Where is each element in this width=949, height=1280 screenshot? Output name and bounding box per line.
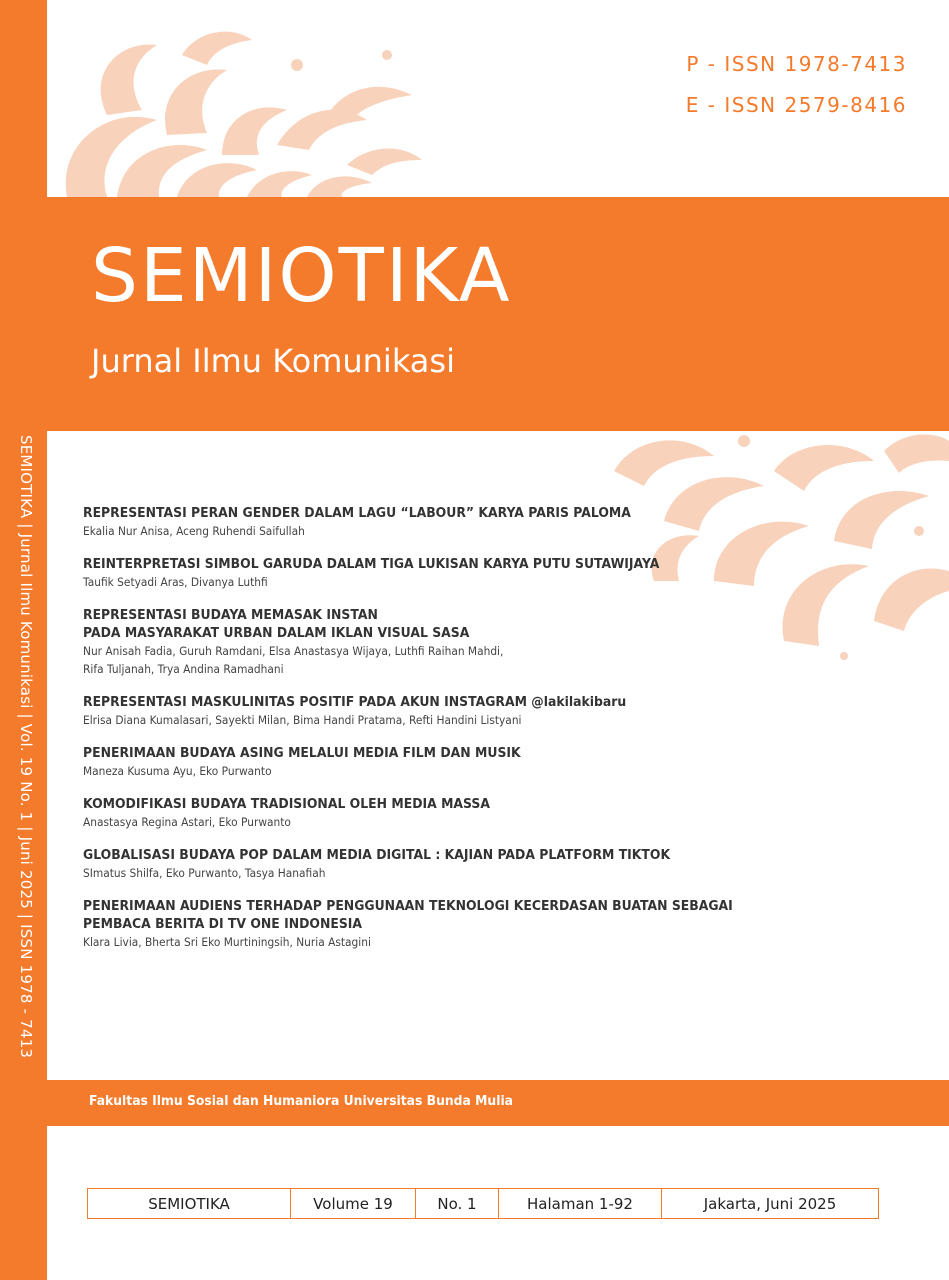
- ornament-dot: [382, 50, 392, 60]
- article-title: REPRESENTASI BUDAYA MEMASAK INSTAN: [83, 607, 378, 623]
- info-journal-cell: SEMIOTIKA: [88, 1189, 291, 1218]
- table-of-contents: [83, 504, 863, 966]
- article-entry[interactable]: [83, 897, 863, 951]
- article-entry[interactable]: [83, 555, 863, 591]
- ornament-leaf: [222, 107, 287, 155]
- article-title: PENERIMAAN AUDIENS TERHADAP PENGGUNAAN TEKNOLOGI KECERDASAN BUATAN SEBAGAI: [83, 898, 733, 914]
- article-authors: Elrisa Diana Kumalasari, Sayekti Milan, Bima Handi Pratama, Refti Handini Listyani: [83, 713, 522, 727]
- ornament-leaf: [874, 568, 949, 631]
- spine: [0, 0, 47, 1280]
- ornament-leaf: [327, 87, 412, 120]
- ornament-leaf: [165, 69, 227, 135]
- article-title-line2: PEMBACA BERITA DI TV ONE INDONESIA: [83, 916, 363, 932]
- footer-band: [47, 1080, 949, 1126]
- issue-info-table: [87, 1188, 879, 1219]
- header-band: [47, 197, 949, 431]
- article-authors: SImatus Shilfa, Eko Purwanto, Tasya Hanafiah: [83, 866, 326, 880]
- journal-title: SEMIOTIKA: [91, 233, 512, 319]
- ornament-leaf: [247, 171, 312, 197]
- print-issn: P - ISSN 1978-7413: [686, 52, 907, 76]
- article-authors: Anastasya Regina Astari, Eko Purwanto: [83, 815, 291, 829]
- article-authors: Taufik Setyadi Aras, Divanya Luthfi: [83, 575, 268, 589]
- ornament-leaf: [614, 440, 714, 486]
- article-title: KOMODIFIKASI BUDAYA TRADISIONAL OLEH MEDIA MASSA: [83, 796, 490, 812]
- info-volume-cell: Volume 19: [291, 1189, 416, 1218]
- article-authors: Klara Livia, Bherta Sri Eko Murtiningsih, Nuria Astagini: [83, 935, 371, 949]
- faculty-name: Fakultas Ilmu Sosial dan Humaniora Universitas Bunda Mulia: [89, 1094, 514, 1109]
- article-entry[interactable]: [83, 744, 863, 780]
- ornament-dot: [738, 435, 750, 447]
- ornament-leaf: [177, 163, 257, 197]
- info-pages-cell: Halaman 1-92: [499, 1189, 662, 1218]
- ornament-leaf: [182, 32, 252, 65]
- article-title: REINTERPRETASI SIMBOL GARUDA DALAM TIGA LUKISAN KARYA PUTU SUTAWIJAYA: [83, 556, 660, 572]
- article-title: PENERIMAAN BUDAYA ASING MELALUI MEDIA FILM DAN MUSIK: [83, 745, 521, 761]
- electronic-issn: E - ISSN 2579-8416: [685, 93, 907, 117]
- ornament-leaf: [347, 149, 422, 175]
- article-title: REPRESENTASI PERAN GENDER DALAM LAGU “LABOUR” KARYA PARIS PALOMA: [83, 505, 631, 521]
- article-title: GLOBALISASI BUDAYA POP DALAM MEDIA DIGITAL : KAJIAN PADA PLATFORM TIKTOK: [83, 847, 671, 863]
- article-entry[interactable]: [83, 606, 863, 678]
- article-title-line2: PADA MASYARAKAT URBAN DALAM IKLAN VISUAL SASA: [83, 625, 470, 641]
- article-authors-line2: Rifa Tuljanah, Trya Andina Ramadhani: [83, 662, 284, 676]
- journal-subtitle: Jurnal Ilmu Komunikasi: [91, 342, 455, 380]
- article-title: REPRESENTASI MASKULINITAS POSITIF PADA AKUN INSTAGRAM @lakilakibaru: [83, 694, 627, 710]
- article-authors: Maneza Kusuma Ayu, Eko Purwanto: [83, 764, 272, 778]
- ornament-dot: [914, 526, 924, 536]
- article-entry[interactable]: [83, 693, 863, 729]
- article-entry[interactable]: [83, 846, 863, 882]
- ornament-leaf: [884, 434, 949, 473]
- article-entry[interactable]: [83, 504, 863, 540]
- article-authors: Ekalia Nur Anisa, Aceng Ruhendi Saifullah: [83, 524, 305, 538]
- ornament-dot: [291, 59, 303, 71]
- article-authors: Nur Anisah Fadia, Guruh Ramdani, Elsa Anastasya Wijaya, Luthfi Raihan Mahdi,: [83, 644, 504, 658]
- article-entry[interactable]: [83, 795, 863, 831]
- ornament-leaf: [774, 445, 874, 491]
- info-place-date-cell: Jakarta, Juni 2025: [703, 1194, 837, 1213]
- spine-text: SEMIOTIKA | Jurnal Ilmu Komunikasi | Vol. 19 No. 1 | Juni 2025 | ISSN 1978 - 7413: [17, 435, 35, 1059]
- ornament-leaf: [307, 176, 372, 197]
- top-floral-ornament: [47, 25, 427, 197]
- info-number-cell: No. 1: [416, 1189, 499, 1218]
- ornament-leaf: [101, 45, 157, 115]
